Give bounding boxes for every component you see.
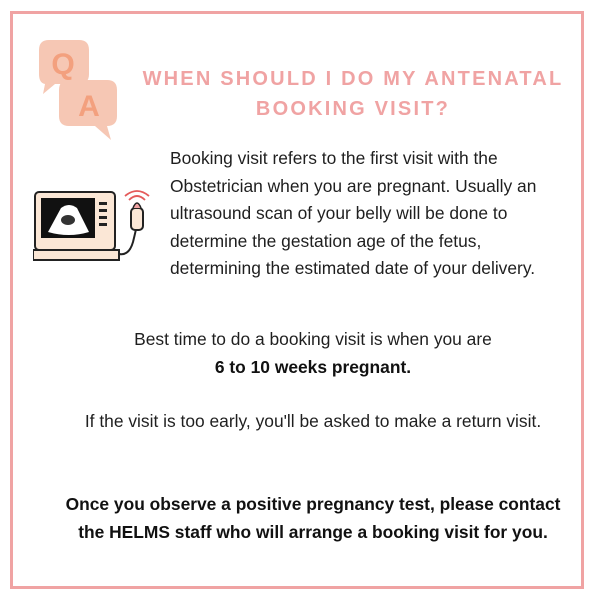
early-visit-note: If the visit is too early, you'll be asked to make a return visit. xyxy=(84,411,542,431)
a-letter: A xyxy=(78,90,100,123)
best-time-lead: Best time to do a booking visit is when you are xyxy=(134,329,492,349)
ultrasound-machine-icon xyxy=(33,190,167,268)
call-to-action: Once you observe a positive pregnancy test, please contact the HELMS staff who will arrange a booking visit for you. xyxy=(65,494,561,542)
title-line-1: WHEN SHOULD I DO MY ANTENATAL xyxy=(142,68,564,90)
q-letter: Q xyxy=(51,48,75,81)
title-line-2: BOOKING VISIT? xyxy=(255,98,451,120)
info-card xyxy=(10,11,584,589)
best-time-highlight: 6 to 10 weeks pregnant. xyxy=(214,356,412,377)
best-time-text xyxy=(53,326,573,381)
qa-speech-bubbles-icon xyxy=(35,36,129,148)
page-title xyxy=(123,64,583,124)
intro-paragraph: Booking visit refers to the first visit with the Obstetrician when you are pregnant. Usually an ultrasound scan of your belly will be done to determine the gestation age of the fetus, determining the estimated date of your delivery. xyxy=(170,148,537,278)
